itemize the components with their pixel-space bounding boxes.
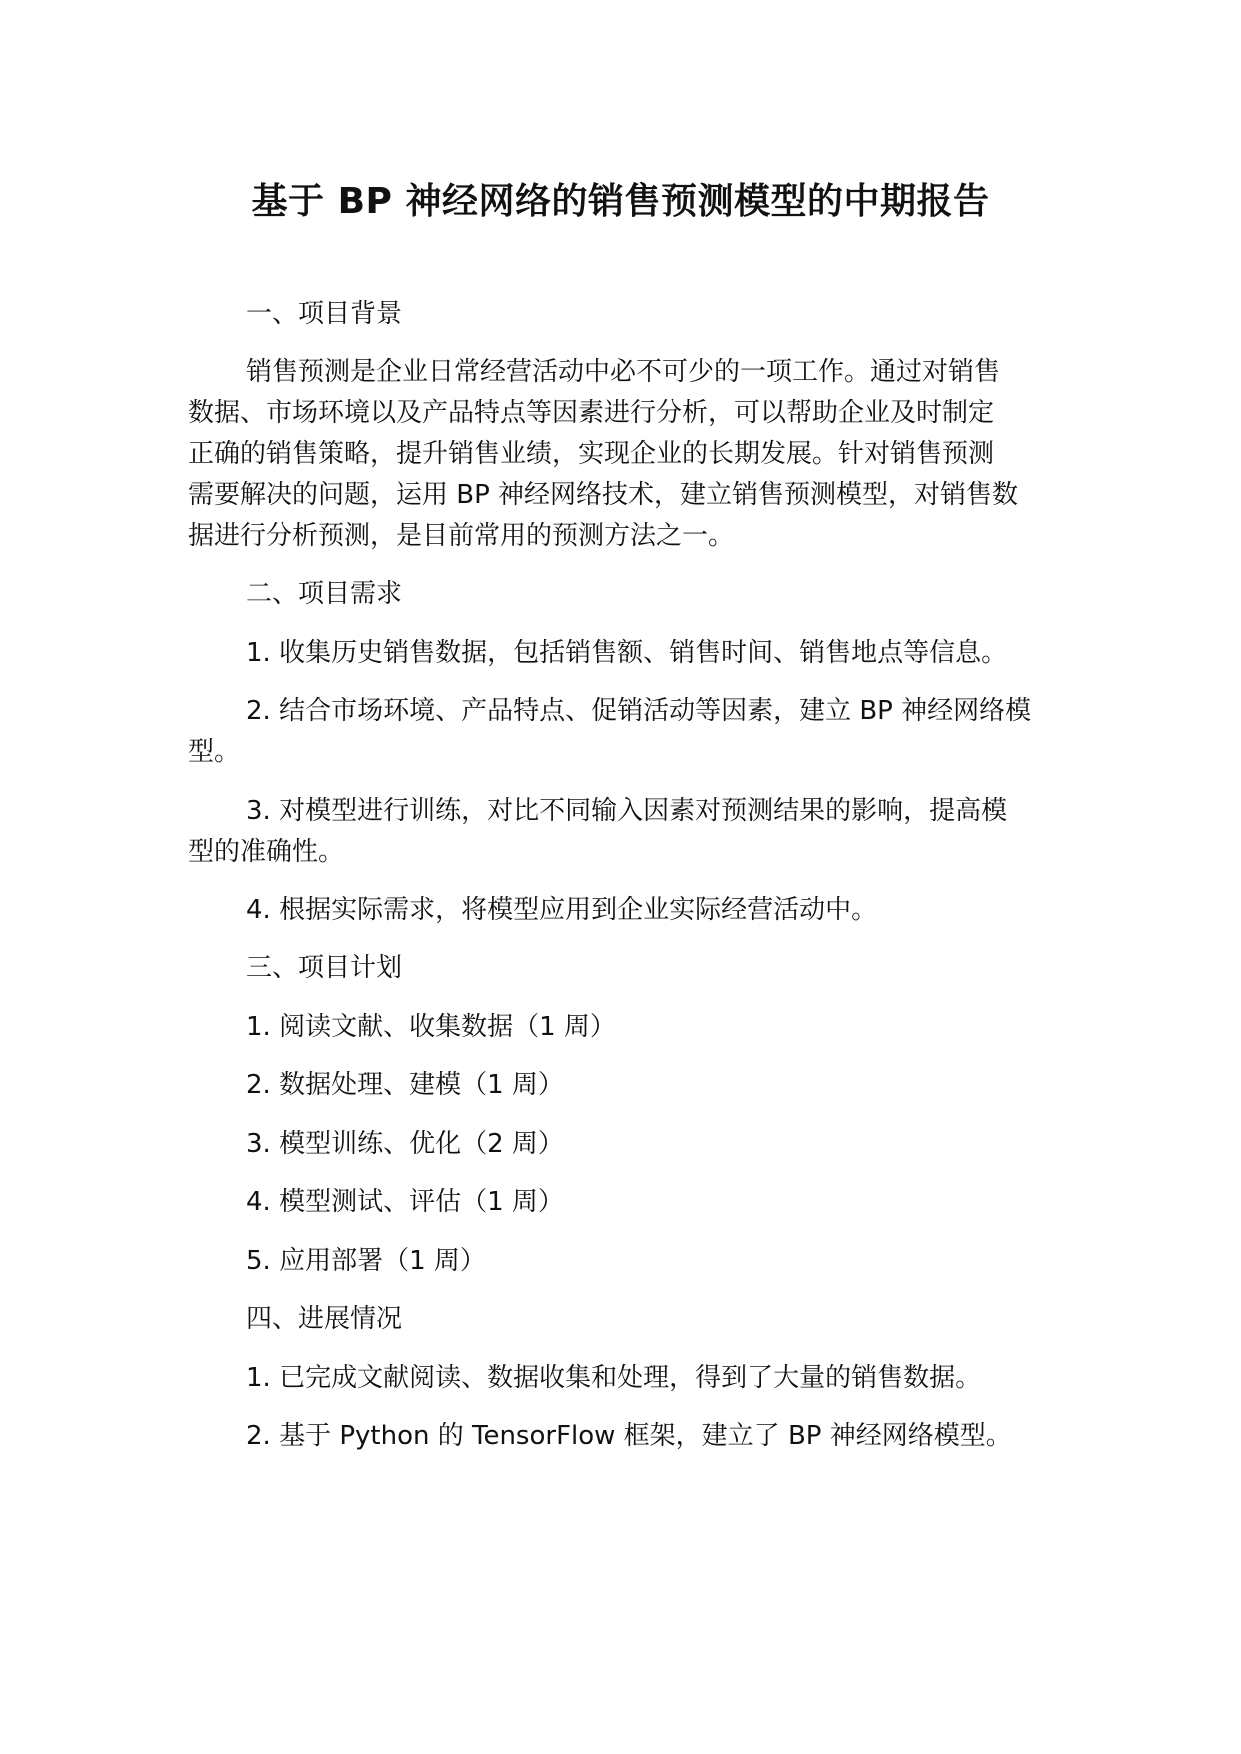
background-paragraph-line: 据进行分析预测，是目前常用的预测方法之一。 <box>188 521 735 551</box>
background-paragraph-line: 销售预测是企业日常经营活动中必不可少的一项工作。通过对销售 <box>246 357 1001 387</box>
plan-item: 5. 应用部署（1 周） <box>246 1246 486 1276</box>
document-title: 基于 BP 神经网络的销售预测模型的中期报告 <box>251 181 990 222</box>
plan-item: 4. 模型测试、评估（1 周） <box>246 1187 564 1217</box>
section-heading-requirements: 二、项目需求 <box>246 579 403 609</box>
progress-item: 2. 基于 Python 的 TensorFlow 框架，建立了 BP 神经网络模型。 <box>246 1421 1012 1451</box>
section-heading-progress: 四、进展情况 <box>246 1304 403 1334</box>
background-paragraph-line: 数据、市场环境以及产品特点等因素进行分析，可以帮助企业及时制定 <box>188 398 995 428</box>
plan-item: 3. 模型训练、优化（2 周） <box>246 1129 564 1159</box>
plan-item: 2. 数据处理、建模（1 周） <box>246 1070 564 1100</box>
plan-item: 1. 阅读文献、收集数据（1 周） <box>246 1012 616 1042</box>
requirement-item: 3. 对模型进行训练，对比不同输入因素对预测结果的影响，提高模 <box>246 796 1008 826</box>
requirement-item: 1. 收集历史销售数据，包括销售额、销售时间、销售地点等信息。 <box>246 638 1008 668</box>
requirement-item: 4. 根据实际需求，将模型应用到企业实际经营活动中。 <box>246 895 878 925</box>
background-paragraph-line: 正确的销售策略，提升销售业绩，实现企业的长期发展。针对销售预测 <box>188 439 995 469</box>
section-heading-background: 一、项目背景 <box>246 299 403 329</box>
section-heading-plan: 三、项目计划 <box>246 953 403 983</box>
requirement-item-continuation: 型。 <box>188 737 241 767</box>
requirement-item: 2. 结合市场环境、产品特点、促销活动等因素，建立 BP 神经网络模 <box>246 696 1032 726</box>
requirement-item-continuation: 型的准确性。 <box>188 837 345 867</box>
background-paragraph-line: 需要解决的问题，运用 BP 神经网络技术，建立销售预测模型，对销售数 <box>188 480 1019 510</box>
progress-item: 1. 已完成文献阅读、数据收集和处理，得到了大量的销售数据。 <box>246 1363 982 1393</box>
